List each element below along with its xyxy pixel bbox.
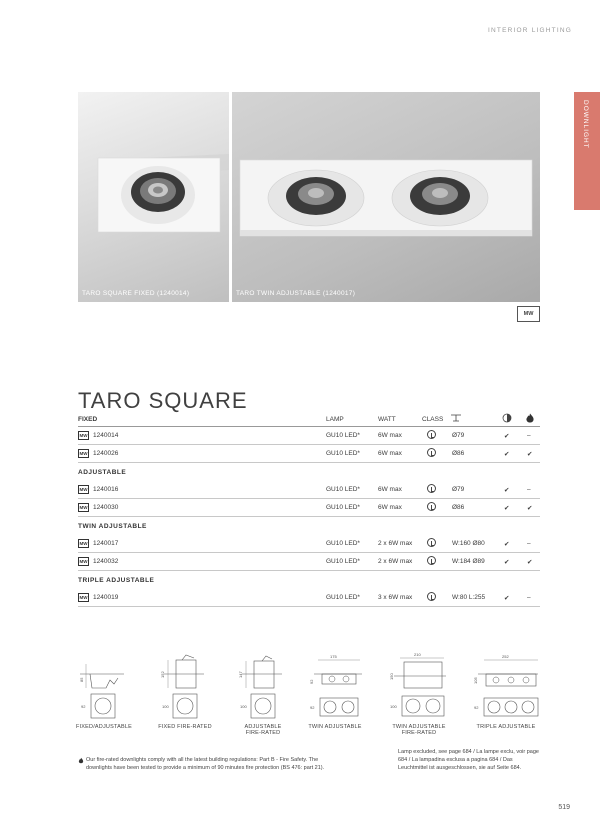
dimension-value: Ø86	[452, 504, 465, 511]
watt-value: 2 x 6W max	[378, 540, 413, 547]
fire-rated-value: –	[527, 540, 531, 547]
table-row	[78, 499, 540, 517]
watt-value: 2 x 6W max	[378, 558, 413, 565]
fire-rated-value: –	[527, 432, 531, 439]
col-watt: WATT	[378, 416, 396, 423]
dim-top: 210	[414, 652, 421, 657]
fire-rated-note	[78, 756, 340, 772]
fire-rated-value: ✔	[527, 559, 533, 566]
class-icon	[427, 502, 436, 511]
dimension-value: W:160 Ø80	[452, 540, 485, 547]
dim-height: 150	[389, 673, 394, 680]
diagram-twin-adjustable-fire-rated	[388, 652, 448, 720]
dim-width: 100	[390, 704, 397, 709]
product-code: 1240014	[93, 432, 119, 439]
photo-caption-left: TARO SQUARE FIXED (1240014)	[82, 290, 190, 297]
dim-width: 100	[240, 704, 247, 709]
table-header	[78, 411, 540, 427]
product-code: 1240017	[93, 540, 119, 547]
dimmable-value: ✔	[504, 559, 510, 566]
class-icon	[427, 448, 436, 457]
lamp-excluded-note: Lamp excluded, see page 684 / La lampe exclu, voir page 684 / La lampadina esclusa a pagina 684 / Das Leuchtmittel ist ausgeschlossen, sie auf Seite 684.	[398, 749, 539, 771]
product-code: 1240019	[93, 594, 119, 601]
dimension-value: Ø86	[452, 450, 465, 457]
section-twin-label: TWIN ADJUSTABLE	[78, 523, 147, 530]
dimension-value: W:80 L:255	[452, 594, 486, 601]
diagram-adjustable-fire-rated	[238, 652, 288, 720]
dim-height: 92	[309, 679, 314, 684]
dim-height: 147	[238, 671, 243, 678]
table-row	[78, 445, 540, 463]
mw-badge: MW	[79, 487, 88, 492]
product-code: 1240030	[93, 504, 119, 511]
col-class: CLASS	[422, 416, 444, 423]
dim-width: 100	[162, 704, 169, 709]
class-icon	[427, 484, 436, 493]
photo-taro-square-fixed	[78, 92, 229, 302]
section-adjustable-label: ADJUSTABLE	[78, 469, 127, 476]
mw-badge: MW	[79, 541, 88, 546]
dimmable-value: ✔	[504, 433, 510, 440]
diagram-label: TWIN ADJUSTABLE FIRE-RATED	[392, 724, 446, 736]
dim-top: 175	[330, 654, 337, 659]
watt-value: 6W max	[378, 504, 402, 511]
fire-rated-note-text: Our fire-rated downlights comply with all the latest building regulations: Part B - Fire Safety. The downlights have been tested to provide a minimum of 90 minutes fire protection (BS 476: part 21).	[86, 757, 325, 771]
mw-badge: MW	[79, 433, 88, 438]
watt-value: 6W max	[378, 432, 402, 439]
lamp-value: GU10 LED*	[326, 486, 360, 493]
dim-width: 92	[474, 705, 479, 710]
dim-width: 92	[310, 705, 315, 710]
product-code: 1240032	[93, 558, 119, 565]
table-row	[78, 553, 540, 571]
dimmable-value: ✔	[504, 487, 510, 494]
lamp-value: GU10 LED*	[326, 450, 360, 457]
dim-width: 92	[81, 704, 86, 709]
section-fixed-label: FIXED	[78, 416, 98, 423]
mw-badge: MW	[79, 595, 88, 600]
table-row	[78, 427, 540, 445]
dimmable-icon	[502, 413, 512, 425]
class-icon	[427, 592, 436, 601]
product-code: 1240026	[93, 450, 119, 457]
dimension-value: Ø79	[452, 486, 465, 493]
mw-badge: MW	[79, 559, 88, 564]
page-number: 519	[558, 804, 570, 811]
fire-rated-value: ✔	[527, 505, 533, 512]
fire-rated-value: ✔	[527, 451, 533, 458]
mw-badge: MW	[79, 505, 88, 510]
section-header: INTERIOR LIGHTING	[488, 27, 572, 34]
dim-height: 105	[473, 677, 478, 684]
diagram-label: FIXED/ADJUSTABLE	[76, 724, 132, 730]
fire-rated-value: –	[527, 594, 531, 601]
side-tab-label: DOWNLIGHT	[582, 100, 589, 149]
dim-height: 85	[79, 677, 84, 682]
class-icon	[427, 538, 436, 547]
lamp-value: GU10 LED*	[326, 432, 360, 439]
dimmable-value: ✔	[504, 451, 510, 458]
fire-rated-value: –	[527, 486, 531, 493]
beam-angle-icon	[450, 413, 462, 425]
watt-value: 3 x 6W max	[378, 594, 413, 601]
table-row	[78, 589, 540, 607]
dim-height: 152	[160, 671, 165, 678]
fire-rated-icon	[525, 413, 535, 425]
diagram-label: ADJUSTABLE FIRE-RATED	[244, 724, 282, 736]
product-title: TARO SQUARE	[78, 388, 248, 413]
diagram-triple-adjustable	[472, 652, 540, 720]
col-lamp: LAMP	[326, 416, 344, 423]
diagram-label: TWIN ADJUSTABLE	[308, 724, 362, 730]
table-row	[78, 481, 540, 499]
dim-top: 252	[502, 654, 509, 659]
dimension-value: Ø79	[452, 432, 465, 439]
lamp-value: GU10 LED*	[326, 504, 360, 511]
fire-rated-icon	[78, 757, 84, 767]
diagram-fixed-fire-rated	[160, 652, 210, 720]
lamp-value: GU10 LED*	[326, 594, 360, 601]
dimmable-value: ✔	[504, 595, 510, 602]
diagram-label: TRIPLE ADJUSTABLE	[476, 724, 536, 730]
section-triple-label: TRIPLE ADJUSTABLE	[78, 577, 155, 584]
dimmable-value: ✔	[504, 541, 510, 548]
class-icon	[427, 556, 436, 565]
photo-taro-twin-adjustable	[232, 92, 540, 302]
dimmable-value: ✔	[504, 505, 510, 512]
dimension-value: W:184 Ø89	[452, 558, 485, 565]
lamp-value: GU10 LED*	[326, 558, 360, 565]
watt-value: 6W max	[378, 486, 402, 493]
diagram-twin-adjustable	[308, 652, 364, 720]
product-code: 1240016	[93, 486, 119, 493]
diagram-label: FIXED FIRE-RATED	[158, 724, 212, 730]
photo-caption-right: TARO TWIN ADJUSTABLE (1240017)	[236, 290, 356, 297]
mw-badge: MW	[517, 306, 540, 322]
class-icon	[427, 430, 436, 439]
lamp-value: GU10 LED*	[326, 540, 360, 547]
diagram-fixed-adjustable	[80, 652, 130, 720]
mw-badge: MW	[79, 451, 88, 456]
watt-value: 6W max	[378, 450, 402, 457]
side-tab-downlight[interactable]	[574, 92, 600, 210]
table-row	[78, 535, 540, 553]
